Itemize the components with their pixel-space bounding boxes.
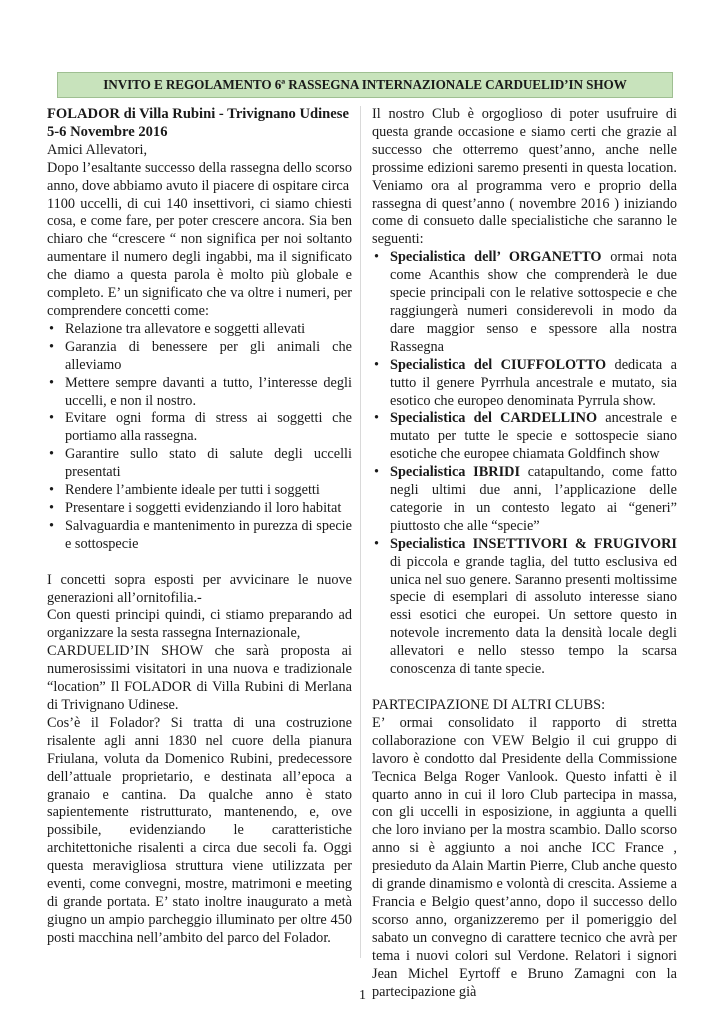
column-divider xyxy=(360,106,361,958)
list-item: • Garantire sullo stato di salute degli uccelli presentati xyxy=(47,446,352,482)
concepts-paragraph: I concetti sopra esposti per avvicinare le nuove generazioni all’ornitofilia.- xyxy=(47,571,352,606)
specialty-name: Specialistica dell’ ORGANETTO xyxy=(390,249,602,266)
intro-paragraph: Dopo l’esaltante successo della rassegna dello scorso anno, dove abbiamo avuto il piacere di ospitare circa xyxy=(47,159,352,194)
page-number: 1 xyxy=(359,988,366,1003)
list-item: • Salvaguardia e mantenimento in purezza di specie e sottospecie xyxy=(47,518,352,554)
numbers-paragraph: 1100 uccelli, di cui 140 insettivori, ci siamo chiesti cosa, e come fare, per poter crescere ancora. Sia ben chiaro che “crescere “ non significa per noi soltanto aumentare il numero degli ingabbi, ma il significato che diamo a questa parola è molto più globale e completo. E’ un significato che va oltre i numeri, per comprendere concetti come: xyxy=(47,195,352,319)
left-column xyxy=(47,106,352,948)
right-column xyxy=(372,106,677,1001)
concepts-list xyxy=(47,321,352,554)
specialty-name: Specialistica del CARDELLINO xyxy=(390,410,598,427)
principles-paragraph: Con questi principi quindi, ci stiamo preparando ad organizzare la sesta rassegna Internazionale, xyxy=(47,607,352,642)
section-heading: PARTECIPAZIONE DI ALTRI CLUBS: xyxy=(372,697,606,713)
list-item: • Mettere sempre davanti a tutto, l’interesse degli uccelli, e non il nostro. xyxy=(47,375,352,411)
list-item: • Presentare i soggetti evidenziando il loro habitat xyxy=(47,500,352,518)
list-item xyxy=(372,464,677,536)
document-header-banner xyxy=(57,72,673,98)
specialty-text: dedicata a tutto il genere Pyrrhula ancestrale e mutato, sia esotico che europeo denominata Pyrrula show. xyxy=(390,356,677,409)
venue-title: FOLADOR di Villa Rubini - Trivignano Udinese xyxy=(47,106,349,122)
specialty-name: Specialistica INSETTIVORI & FRUGIVORI xyxy=(390,535,677,552)
event-date: 5-6 Novembre 2016 xyxy=(47,123,168,140)
list-item: • Evitare ogni forma di stress ai soggetti che portiamo alla rassegna. xyxy=(47,410,352,446)
specialty-text: catapultando, come fatto negli ultimi due anni, l’applicazione delle categorie in un contesto legato ai “generi” piuttosto che alle “specie” xyxy=(390,464,678,534)
list-item xyxy=(372,536,677,679)
specialty-name: Specialistica del CIUFFOLOTTO xyxy=(390,356,607,373)
list-item: • Rendere l’ambiente ideale per tutti i soggetti xyxy=(47,482,352,500)
list-item: • Relazione tra allevatore e soggetti allevati xyxy=(47,321,352,339)
specialty-name: Specialistica IBRIDI xyxy=(390,464,521,481)
clubs-paragraph: E’ ormai consolidato il rapporto di stretta collaborazione con VEW Belgio il cui gruppo di lavoro è condotto dal Presidente della Commissione Tecnica Belga Roger Vanlook. Questo infatti è il quarto anno in cui il loro Club partecipa in massa, con gli uccelli in esposizione, in aggiunta a quelli che loro inviano per la mostra scambio. Dallo scorso anno si è aggiunto a noi anche ICC France , presieduto da Alain Martin Pierre, Club anche questo di grande dinamismo e volontà di crescita. Assieme a Francia e Belgio quest’anno, dopo il successo dello scorso anno, organizzeremo per il pomeriggio del sabato un convegno di carattere tecnico che avrà per tema i nuovi colori sul Verdone. Relatori i signori Jean Michel Eyrtoff e Bruno Zamagni con la partecipazione già xyxy=(372,714,677,1000)
folador-paragraph: Cos’è il Folador? Si tratta di una costruzione risalente agli anni 1830 nel cuore della pianura Friulana, voluta da Domenico Rubini, predecessore dell’attuale proprietario, e destinata all’epoca a granaio e cantina. Da qualche anno è stato sapientemente ristrutturato, mantenendo, e, ove possibile, evidenziando le caratteristiche architettoniche risalenti a circa due secoli fa. Oggi questa meravigliosa struttura viene utilizzata per eventi, come convegni, mostre, matrimoni e meeting di grande portata. E’ stato inoltre inaugurato a metà giugno un ampio parcheggio illuminato per oltre 450 posti macchina nell’ambito del parco del Folador. xyxy=(47,714,352,946)
specialties-list xyxy=(372,249,677,679)
list-item xyxy=(372,249,677,356)
specialty-text: ancestrale e mutato per tutte le specie e sottospecie siano esotiche che europee chiamata Goldfinch show xyxy=(390,410,677,463)
greeting-paragraph: Amici Allevatori, xyxy=(47,141,148,158)
list-item: • Garanzia di benessere per gli animali che alleviamo xyxy=(47,339,352,375)
club-paragraph: Il nostro Club è orgoglioso di poter usufruire di questa grande occasione e siamo certi che grazie al successo che otterremo quest’anno, anche nelle prossime edizioni saremo presenti in questa location. Veniamo ora al programma vero e proprio della rassegna di quest’anno ( novembre 2016 ) iniziando come di consueto dalle specialistiche che saranno le seguenti: xyxy=(372,106,677,248)
list-item xyxy=(372,357,677,411)
specialty-text: ormai nota come Acanthis show che comprenderà le due specie principali con le relative sottospecie e che raggiungerà numeri considerevoli in modo da dare maggior senso e spessore alla nostra Rassegna xyxy=(390,249,677,355)
show-paragraph: CARDUELID’IN SHOW che sarà proposta ai numerosissimi visitatori in una nuova e tradizionale “location” Il FOLADOR di Villa Rubini di Merlana di Trivignano Udinese. xyxy=(47,643,352,713)
list-item xyxy=(372,410,677,464)
specialty-text: di piccola e grande taglia, del tutto esclusiva ed unica nel suo genere. Saranno presenti moltissime specie di esemplari di assoluto interesse siano essi esotici che europei. Un settore questo in notevole incremento data la densità locale degli allevatori e nello stesso tempo la scarsa conoscenza di tante specie. xyxy=(390,553,677,678)
document-title: INVITO E REGOLAMENTO 6ª RASSEGNA INTERNAZIONALE CARDUELID’IN SHOW xyxy=(103,77,627,92)
